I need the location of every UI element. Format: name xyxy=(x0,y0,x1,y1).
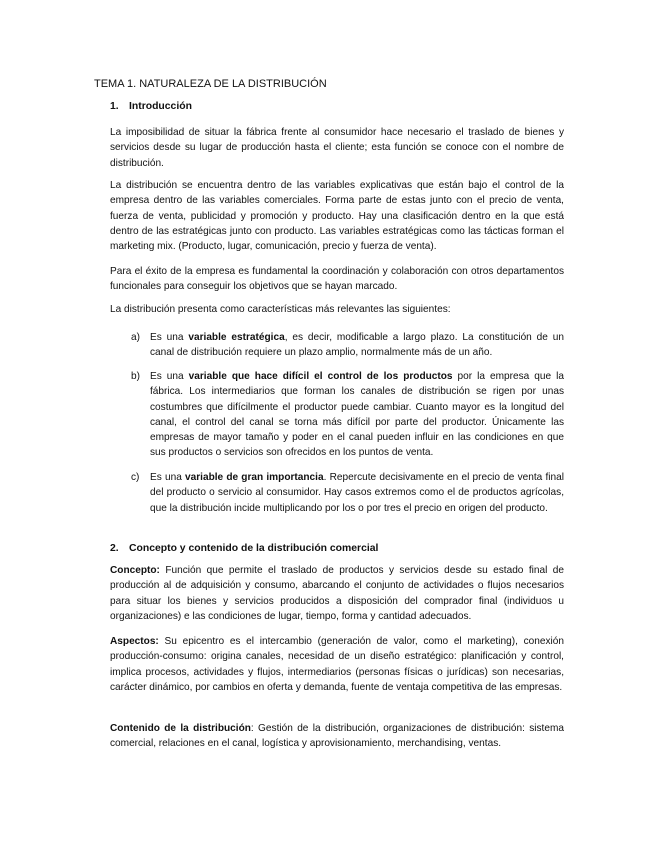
paragraph-concepto xyxy=(110,563,564,624)
section-heading-introduccion xyxy=(110,101,192,112)
paragraph-aspectos xyxy=(110,634,564,695)
list-item-bold: variable estratégica xyxy=(188,332,285,343)
concepto-label: Concepto: xyxy=(110,565,160,576)
paragraph-caracteristicas: La distribución presenta como características más relevantes las siguientes: xyxy=(110,304,451,315)
paragraph-exito: Para el éxito de la empresa es fundamental la coordinación y colaboración con otros departamentos funcionales para conseguir los objetivos que se hayan marcado. xyxy=(110,266,564,293)
list-marker: c) xyxy=(131,472,140,483)
list-item-bold: variable de gran importancia xyxy=(185,472,324,483)
list-item-a xyxy=(131,330,564,361)
document-title: TEMA 1. NATURALEZA DE LA DISTRIBUCIÓN xyxy=(94,78,327,90)
list-item-b xyxy=(131,369,564,461)
section-heading-concepto xyxy=(110,543,378,554)
list-item-pre: Es una xyxy=(150,472,185,483)
list-marker: a) xyxy=(131,332,140,343)
list-item-post: por la empresa que la fábrica. Los intermediarios que forman los canales de distribución se rigen por unas costumbres que difícilmente el productor puede cambiar. Cuanto mayor es la longitud del canal, el control del canal se torna más difícil por parte del productor. Únicamente las empresas de mayor tamaño y poder en el canal pueden influir en las condiciones en que sus productos o servicios son ofrecidos en los puntos de venta. xyxy=(150,371,565,459)
list-item-post: , es decir, modificable a largo plazo. La constitución de un canal de distribución requiere un plazo amplio, normalmente más de un año. xyxy=(150,332,564,359)
aspectos-label: Aspectos: xyxy=(110,636,159,647)
section-number: 1. xyxy=(110,101,119,112)
aspectos-text: Su epicentro es el intercambio (generación de valor, como el marketing), conexión producción-consumo: origina canales, necesidad de un diseño estratégico: planificación y control, implica procesos, actividades y flujos, intermediarios (personas físicas o jurídicas) son necesarias, carácter dinámico, por cambios en oferta y demanda, fuente de ventaja competitiva de las empresas. xyxy=(110,636,564,693)
paragraph-contenido xyxy=(110,721,564,752)
list-item-pre: Es una xyxy=(150,332,189,343)
section-number: 2. xyxy=(110,543,119,554)
contenido-label: Contenido de la distribución xyxy=(110,723,251,734)
section-title: Introducción xyxy=(129,101,192,112)
list-item-post: . Repercute decisivamente en el precio de venta final del producto o servicio al consumidor. Hay casos extremos como el de productos agrícolas, que la distribución incide multiplicando por los o por tres el precio en origen del producto. xyxy=(150,472,565,514)
list-item-c xyxy=(131,470,564,516)
section-title: Concepto y contenido de la distribución comercial xyxy=(129,543,379,554)
list-marker: b) xyxy=(131,371,140,382)
list-item-pre: Es una xyxy=(150,371,189,382)
paragraph-intro: La imposibilidad de situar la fábrica frente al consumidor hace necesario el traslado de bienes y servicios desde su lugar de producción hasta el cliente; esta función se conoce con el nombre de distribución. xyxy=(110,127,564,169)
paragraph-variables: La distribución se encuentra dentro de las variables explicativas que están bajo el control de la empresa dentro de las variables comerciales. Forma parte de estas junto con el precio de venta, fuerza de venta, publicidad y promoción y producto. Hay una clasificación dentro en la que está dentro de las estratégicas junto con producto. Las variables estratégicas como las tácticas forman el marketing mix. (Producto, lugar, comunicación, precio y fuerza de venta). xyxy=(110,180,564,253)
list-item-bold: variable que hace difícil el control de los productos xyxy=(188,371,453,382)
contenido-text: : Gestión de la distribución, organizaciones de distribución: sistema comercial, relaciones en el canal, logística y aprovisionamiento, merchandising, ventas. xyxy=(110,723,564,750)
concepto-text: Función que permite el traslado de productos y servicios desde su estado final de producción al de adquisición y consumo, abarcando el conjunto de actividades o flujos necesarios para situar los bienes y servicios producidos a disposición del comprador final (individuos u organizaciones) e las condiciones de lugar, tiempo, forma y cantidad adecuados. xyxy=(110,565,564,622)
